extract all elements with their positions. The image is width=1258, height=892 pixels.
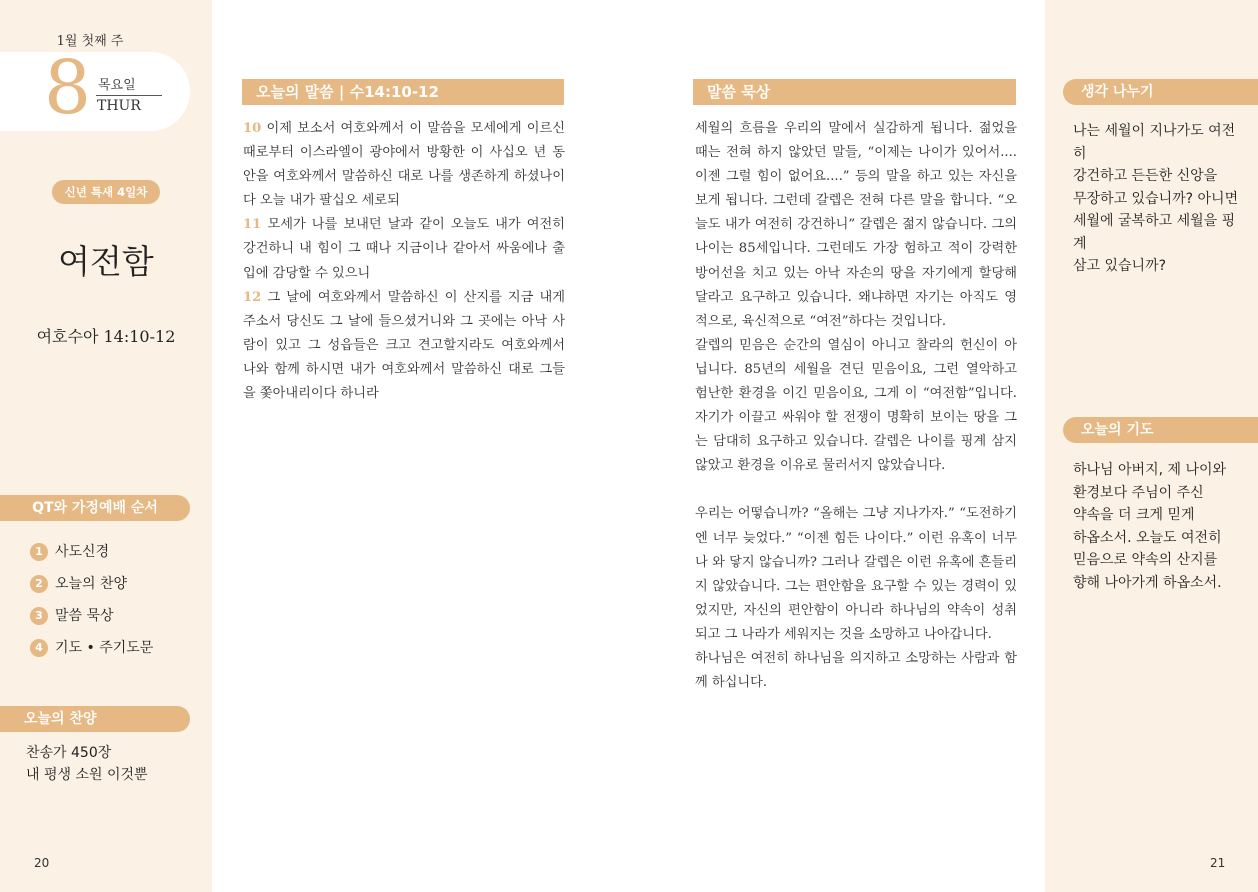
sharing-line: 무장하고 있습니까? 아니면: [1073, 190, 1239, 207]
verse-number: 10: [243, 121, 262, 136]
sharing-text: [1073, 120, 1245, 278]
prayer-line: 하옵소서. 오늘도 여전히: [1073, 529, 1222, 546]
scripture-reference: 여호수아 14:10-12: [36, 327, 176, 346]
prayer-line: 약속을 더 크게 믿게: [1073, 507, 1195, 523]
page-title: 여전함: [58, 242, 154, 281]
order-label: 사도신경: [55, 544, 110, 560]
day-english: THUR: [97, 98, 141, 114]
page-number-left: 20: [34, 856, 50, 870]
special-badge: 신년 특새 4일차: [52, 180, 160, 204]
week-label: 1월 첫째 주: [56, 34, 124, 49]
verse-number: 12: [243, 289, 262, 305]
date-box: [0, 52, 190, 131]
hymn-line: 내 평생 소원 이것뿐: [26, 767, 148, 783]
verse-text: 모세가 나를 보내던 날과 같이 오늘도 내가 여전히 강건하니 내 힘이 그 때나 지금이나 같아서 싸움에나 출입에 감당할 수 있으니: [243, 217, 565, 281]
hymn-text: [26, 742, 148, 786]
prayer-line: 믿음으로 약속의 산지를: [1073, 552, 1218, 568]
sharing-line: 삼고 있습니까?: [1073, 258, 1167, 274]
verse-text: 그 날에 여호와께서 말씀하신 이 산지를 지금 내게 주소서 당신도 그 날에 들으셨거니와 그 곳에는 아낙 사람이 있고 그 성읍들은 크고 견고할지라도 여호와께서 나와 함께 하시면 내가 여호와께서 말씀하신 대로 그들을 쫓아내리이다 하니라: [243, 289, 565, 402]
sharing-line: 강건하고 든든한 신앙을: [1073, 168, 1218, 184]
order-header: QT와 가정예배 순서: [0, 495, 190, 521]
order-number: 2: [30, 575, 48, 593]
prayer-line: 향해 나아가게 하옵소서.: [1073, 574, 1222, 591]
scripture-verses: [243, 117, 565, 406]
verse: [243, 117, 565, 213]
verse-text: 이제 보소서 여호와께서 이 말씀을 모세에게 이르신 때로부터 이스라엘이 광야에서 방황한 이 사십오 년 동안을 여호와께서 말씀하신 대로 나를 생존하게 하셨나이다 오늘 내가 팔십오 세로되: [243, 121, 565, 209]
hymn-header: 오늘의 찬양: [0, 706, 190, 732]
meditation-paragraph: 갈렙의 믿음은 순간의 열심이 아니고 찰라의 헌신이 아닙니다. 85년의 세월을 견딘 믿음이요, 그런 열악하고 험난한 환경을 이긴 믿음이요, 그게 이 “여전함”입니다. 자기가 이끌고 싸워야 할 전쟁이 명확히 보이는 땅을 그는 담대히 요구하고 있습니다. 갈렙은 나이를 핑계 삼지 않았고 환경을 이유로 물러서지 않았습니다.: [695, 337, 1017, 474]
verse: [243, 213, 565, 285]
prayer-line: 환경보다 주님이 주신: [1073, 484, 1204, 501]
day-korean: 목요일: [98, 78, 136, 93]
meditation-paragraph: 하나님은 여전히 하나님을 의지하고 소망하는 사람과 함께 하십니다.: [695, 650, 1017, 691]
order-item: [30, 574, 127, 594]
meditation-paragraph: 우리는 어떻습니까? “올해는 그냥 지나가자.” “도전하기엔 너무 늦었다.” “이젠 힘든 나이다.” 이런 유혹이 너무나 와 닿지 않습니까? 그러나 갈렙은 이런 유혹에 흔들리지 않았습니다. 그는 편안함을 요구할 수 있는 경력이 있었지만, 자신의 편안함이 아니라 하나님의 약속이 성취되고 그 나라가 세워지는 것을 소망하고 나아갑니다.: [695, 506, 1017, 642]
order-item: [30, 542, 109, 562]
word-header: 오늘의 말씀 | 수14:10-12: [242, 79, 564, 105]
prayer-header: 오늘의 기도: [1063, 417, 1258, 443]
page-number-right: 21: [1210, 856, 1226, 870]
order-label: 오늘의 찬양: [55, 576, 128, 592]
prayer-text: [1073, 459, 1245, 594]
prayer-line: 하나님 아버지, 제 나이와: [1073, 462, 1227, 478]
meditation-text: [695, 117, 1017, 695]
order-number: 3: [30, 607, 48, 625]
order-item: [30, 638, 153, 658]
hymn-line: 찬송가 450장: [26, 745, 112, 761]
sharing-line: 나는 세월이 지나가도 여전히: [1073, 123, 1236, 162]
order-number: 4: [30, 639, 48, 657]
order-label: 기도 • 주기도문: [55, 640, 154, 656]
date-number: 8: [44, 45, 92, 131]
verse: [243, 286, 565, 406]
meditation-header: 말씀 묵상: [693, 79, 1016, 105]
order-number: 1: [30, 543, 48, 561]
day-divider: [96, 95, 162, 96]
order-label: 말씀 묵상: [55, 608, 114, 624]
verse-number: 11: [243, 217, 262, 233]
meditation-paragraph: 세월의 흐름을 우리의 말에서 실감하게 됩니다. 젊었을 때는 전혀 하지 않았던 말들, “이제는 나이가 있어서.... 이젠 그럴 힘이 없어요....” 등의 말을 하고 있는 자신을 보게 됩니다. 그런데 갈렙은 전혀 다른 말을 합니다. “오늘도 내가 여전히 강건하니” 갈렙은 젊지 않습니다. 그의 나이는 85세입니다. 그런데도 가장 험하고 적이 강력한 방어선을 치고 있는 아낙 자손의 땅을 자기에게 할당해 달라고 요구하고 있습니다. 왜냐하면 자기는 아직도 영적으로, 육신적으로 “여전”하다는 것입니다.: [695, 121, 1017, 329]
sharing-line: 세월에 굴복하고 세월을 핑계: [1073, 213, 1236, 252]
order-item: [30, 606, 114, 626]
sharing-header: 생각 나누기: [1063, 79, 1258, 105]
